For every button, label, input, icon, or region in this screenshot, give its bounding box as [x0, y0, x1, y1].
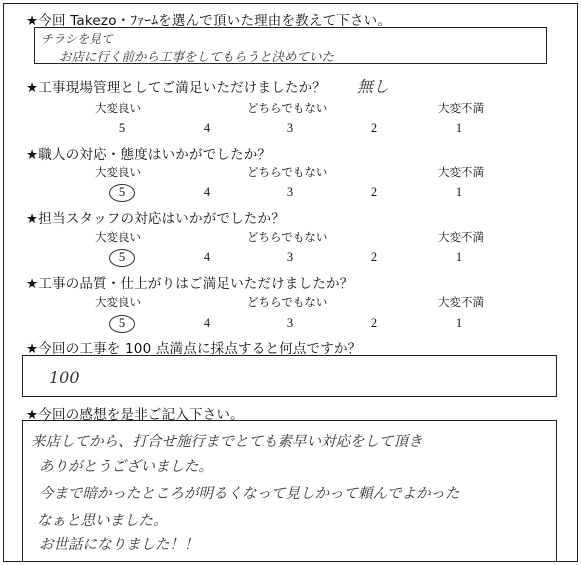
scale-label-best: 大変良い: [95, 165, 141, 179]
scale-label-worst: 大変不満: [438, 295, 484, 309]
rating-option-5[interactable]: 5: [118, 316, 126, 330]
rating-option-4[interactable]: 4: [203, 250, 211, 264]
scale-label-neutral: どちらでもない: [247, 230, 328, 244]
rating-option-3[interactable]: 3: [286, 250, 294, 264]
impression-line-4: なぁと思いました。: [37, 513, 168, 529]
rating-option-3[interactable]: 3: [286, 185, 294, 199]
rating-option-2[interactable]: 2: [370, 316, 378, 330]
rating-option-1[interactable]: 1: [455, 121, 463, 135]
scale-label-neutral: どちらでもない: [247, 295, 328, 309]
rating-question-site-management: ★工事現場管理としてご満足いただけましたか？: [26, 80, 327, 96]
scale-label-best: 大変良い: [95, 295, 141, 309]
impression-line-2: ありがとうございました。: [39, 459, 213, 475]
scale-label-worst: 大変不満: [438, 165, 484, 179]
rating-note-handwritten: 無し: [357, 77, 390, 96]
impression-line-3: 今まで暗かったところが明るくなって見しかって頼んでよかった: [39, 486, 460, 502]
rating-option-1[interactable]: 1: [455, 250, 463, 264]
reason-question: ★今回 Takezo・ﾌｧｰﾑを選んで頂いた理由を教えて下さい。: [26, 13, 392, 29]
scale-label-neutral: どちらでもない: [247, 101, 328, 115]
rating-option-4[interactable]: 4: [203, 185, 211, 199]
rating-option-5[interactable]: 5: [118, 185, 126, 199]
scale-label-worst: 大変不満: [438, 230, 484, 244]
score-answer-box[interactable]: [22, 355, 557, 397]
reason-answer-line-1: チラシを見て: [41, 32, 114, 46]
scale-label-neutral: どちらでもない: [247, 165, 328, 179]
rating-option-5[interactable]: 5: [118, 250, 126, 264]
rating-option-1[interactable]: 1: [455, 316, 463, 330]
scale-label-best: 大変良い: [95, 101, 141, 115]
rating-option-4[interactable]: 4: [203, 121, 211, 135]
impression-question: ★今回の感想を是非ご記入下さい。: [26, 407, 244, 423]
rating-question-craftsman-attitude: ★職人の対応・態度はいかがでしたか？: [26, 147, 272, 163]
rating-option-5[interactable]: 5: [118, 121, 126, 135]
scale-label-worst: 大変不満: [438, 101, 484, 115]
rating-option-2[interactable]: 2: [370, 185, 378, 199]
rating-option-3[interactable]: 3: [286, 316, 294, 330]
score-question: ★今回の工事を 100 点満点に採点すると何点ですか？: [26, 341, 362, 357]
rating-option-2[interactable]: 2: [370, 250, 378, 264]
reason-answer-box: [34, 27, 547, 64]
impression-line-5: お世話になりました！！: [39, 537, 199, 553]
scale-label-best: 大変良い: [95, 230, 141, 244]
rating-option-4[interactable]: 4: [203, 316, 211, 330]
score-answer: 100: [49, 368, 80, 387]
rating-question-staff-response: ★担当スタッフの対応はいかがでしたか？: [26, 211, 285, 227]
impression-answer-box[interactable]: [22, 420, 557, 561]
rating-option-2[interactable]: 2: [370, 121, 378, 135]
reason-answer-line-2: お店に行く前から工事をしてもらうと決めていた: [59, 49, 335, 64]
rating-question-quality-finish: ★工事の品質・仕上がりはご満足いただけましたか？: [26, 276, 354, 292]
rating-option-3[interactable]: 3: [286, 121, 294, 135]
rating-option-1[interactable]: 1: [455, 185, 463, 199]
impression-line-1: 来店してから、打合せ施行までとても素早い対応をして頂き: [31, 434, 423, 450]
